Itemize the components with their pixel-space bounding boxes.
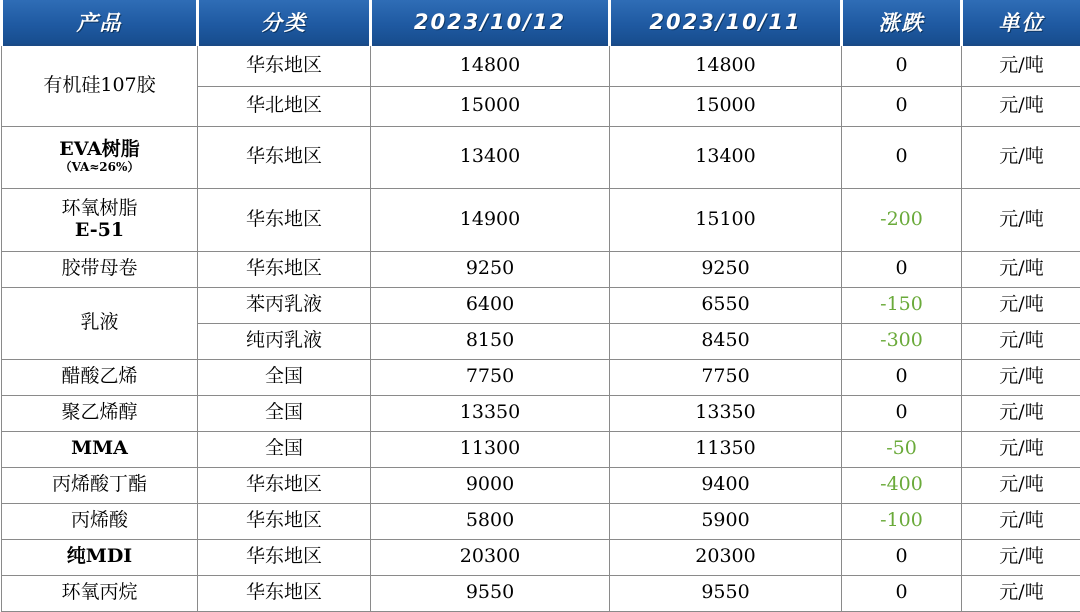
table-row (2, 431, 1080, 467)
product-cell: 丙烯酸丁酯 (2, 467, 198, 503)
change-cell: 0 (842, 575, 962, 611)
table-row (2, 503, 1080, 539)
price-date-2-cell: 14800 (610, 45, 842, 86)
category-cell: 华东地区 (198, 126, 371, 188)
price-date-2-cell: 6550 (610, 287, 842, 323)
change-cell: -150 (842, 287, 962, 323)
price-date-1-cell: 14800 (371, 45, 610, 86)
category-cell: 华东地区 (198, 575, 371, 611)
table-body (2, 45, 1080, 611)
header-product: 产品 (2, 0, 198, 45)
product-subname: E-51 (75, 219, 124, 241)
price-date-1-cell: 9000 (371, 467, 610, 503)
price-date-2-cell: 20300 (610, 539, 842, 575)
table-row (2, 359, 1080, 395)
product-cell (2, 126, 198, 188)
product-subname: （VA≈26%） (2, 161, 197, 175)
header-date-2: 2023/10/11 (610, 0, 842, 45)
product-name: MMA (71, 437, 128, 459)
table-row (2, 251, 1080, 287)
header-change: 涨跌 (842, 0, 962, 45)
unit-cell: 元/吨 (962, 126, 1080, 188)
category-cell: 华东地区 (198, 45, 371, 86)
price-date-2-cell: 9250 (610, 251, 842, 287)
price-date-2-cell: 15100 (610, 188, 842, 251)
product-cell: 环氧丙烷 (2, 575, 198, 611)
product-cell: 醋酸乙烯 (2, 359, 198, 395)
category-cell: 全国 (198, 359, 371, 395)
product-name: 环氧树脂 (61, 197, 137, 219)
price-date-1-cell: 14900 (371, 188, 610, 251)
category-cell: 全国 (198, 431, 371, 467)
change-cell: -50 (842, 431, 962, 467)
unit-cell: 元/吨 (962, 323, 1080, 359)
price-date-2-cell: 13400 (610, 126, 842, 188)
product-cell (2, 45, 198, 126)
change-cell: -400 (842, 467, 962, 503)
category-cell: 纯丙乳液 (198, 323, 371, 359)
change-cell: -200 (842, 188, 962, 251)
table-row (2, 188, 1080, 251)
product-cell (2, 188, 198, 251)
product-cell: 聚乙烯醇 (2, 395, 198, 431)
unit-cell: 元/吨 (962, 359, 1080, 395)
unit-cell: 元/吨 (962, 431, 1080, 467)
price-date-2-cell: 9400 (610, 467, 842, 503)
category-cell: 华东地区 (198, 539, 371, 575)
product-cell: 丙烯酸 (2, 503, 198, 539)
category-cell: 华东地区 (198, 467, 371, 503)
price-date-1-cell: 5800 (371, 503, 610, 539)
table-header (2, 0, 1080, 45)
category-cell: 全国 (198, 395, 371, 431)
change-cell: 0 (842, 86, 962, 126)
price-date-1-cell: 20300 (371, 539, 610, 575)
header-row (2, 0, 1080, 45)
price-date-2-cell: 8450 (610, 323, 842, 359)
table-row (2, 126, 1080, 188)
unit-cell: 元/吨 (962, 575, 1080, 611)
price-date-2-cell: 5900 (610, 503, 842, 539)
price-date-2-cell: 15000 (610, 86, 842, 126)
price-date-2-cell: 9550 (610, 575, 842, 611)
table-row (2, 539, 1080, 575)
unit-cell: 元/吨 (962, 539, 1080, 575)
table-row (2, 467, 1080, 503)
product-cell: 胶带母卷 (2, 251, 198, 287)
category-cell: 华东地区 (198, 251, 371, 287)
category-cell: 华东地区 (198, 188, 371, 251)
unit-cell: 元/吨 (962, 86, 1080, 126)
price-date-1-cell: 7750 (371, 359, 610, 395)
change-cell: 0 (842, 251, 962, 287)
header-unit: 单位 (962, 0, 1080, 45)
category-cell: 华北地区 (198, 86, 371, 126)
product-cell (2, 431, 198, 467)
unit-cell: 元/吨 (962, 395, 1080, 431)
price-date-2-cell: 7750 (610, 359, 842, 395)
price-date-1-cell: 13350 (371, 395, 610, 431)
category-cell: 苯丙乳液 (198, 287, 371, 323)
unit-cell: 元/吨 (962, 188, 1080, 251)
unit-cell: 元/吨 (962, 503, 1080, 539)
category-cell: 华东地区 (198, 503, 371, 539)
table-row (2, 575, 1080, 611)
product-cell: 乳液 (2, 287, 198, 359)
price-date-1-cell: 9250 (371, 251, 610, 287)
price-date-1-cell: 13400 (371, 126, 610, 188)
price-date-2-cell: 13350 (610, 395, 842, 431)
price-date-1-cell: 9550 (371, 575, 610, 611)
change-cell: 0 (842, 45, 962, 86)
table-row (2, 287, 1080, 323)
table-row (2, 395, 1080, 431)
change-cell: 0 (842, 126, 962, 188)
change-cell: -300 (842, 323, 962, 359)
change-cell: 0 (842, 539, 962, 575)
change-cell: 0 (842, 359, 962, 395)
product-name: EVA树脂 (59, 138, 140, 160)
product-name: 有机硅107胶 (43, 74, 155, 96)
unit-cell: 元/吨 (962, 45, 1080, 86)
change-cell: 0 (842, 395, 962, 431)
unit-cell: 元/吨 (962, 287, 1080, 323)
product-cell (2, 539, 198, 575)
unit-cell: 元/吨 (962, 467, 1080, 503)
product-name: 纯MDI (67, 545, 132, 567)
price-date-2-cell: 11350 (610, 431, 842, 467)
table-row (2, 45, 1080, 86)
header-date-1: 2023/10/12 (371, 0, 610, 45)
unit-cell: 元/吨 (962, 251, 1080, 287)
header-category: 分类 (198, 0, 371, 45)
price-date-1-cell: 6400 (371, 287, 610, 323)
change-cell: -100 (842, 503, 962, 539)
price-date-1-cell: 8150 (371, 323, 610, 359)
price-date-1-cell: 11300 (371, 431, 610, 467)
price-date-1-cell: 15000 (371, 86, 610, 126)
